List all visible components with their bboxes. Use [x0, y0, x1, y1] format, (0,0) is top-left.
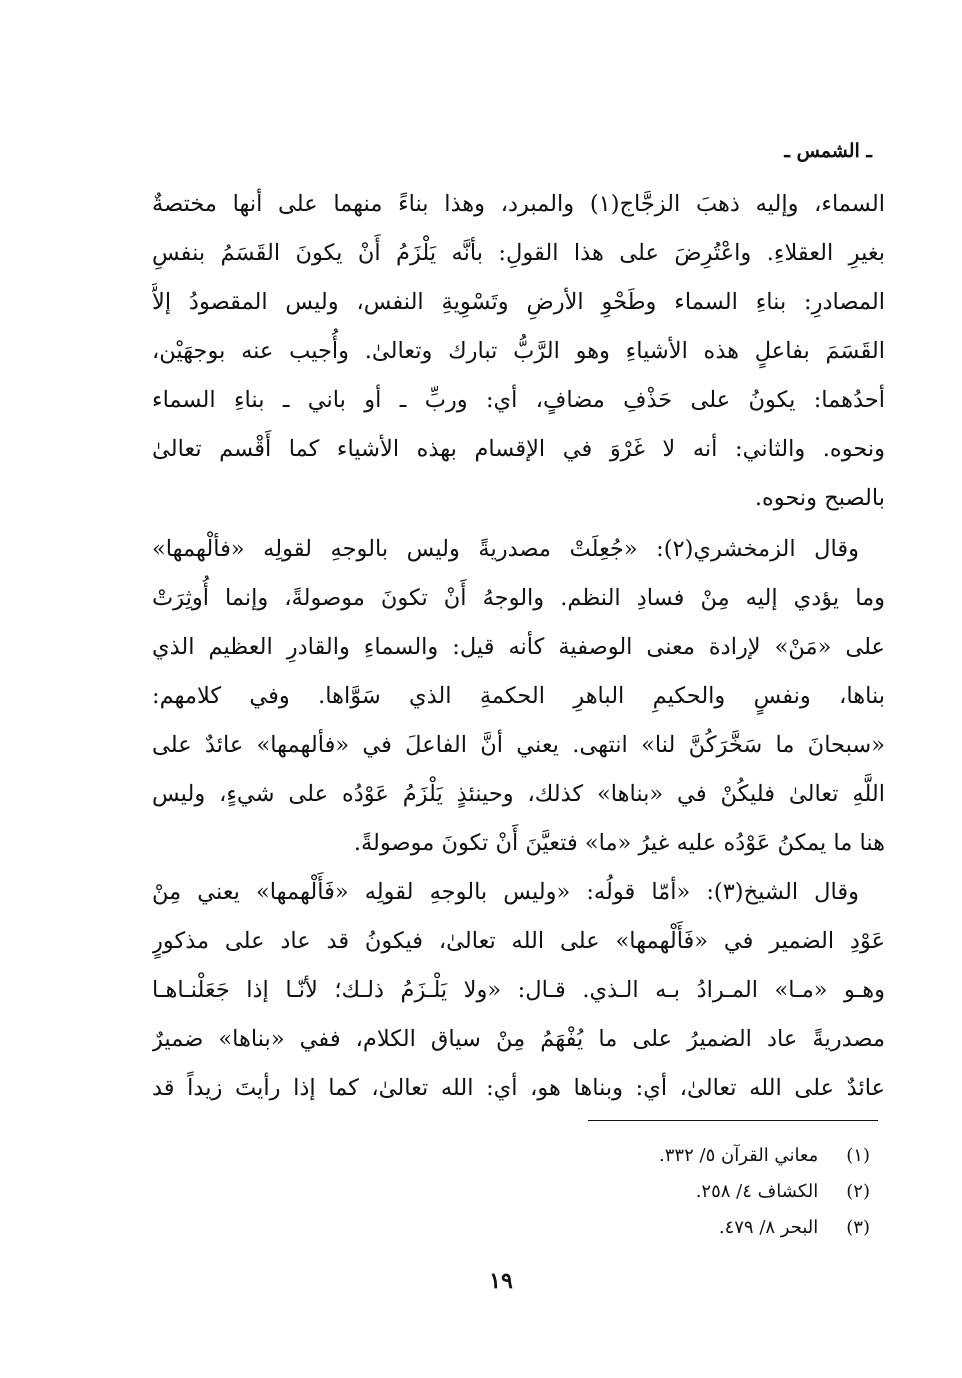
- text-line: «سبحانَ ما سَخَّرَكُنَّ لنا» انتهى. يعني أنَّ الفاعلَ في «فألهمها» عائدٌ على: [152, 732, 885, 758]
- footnote-text: الكشاف ٤/ ٢٥٨.: [695, 1181, 819, 1202]
- footnote-number: (٣): [846, 1217, 870, 1238]
- footnote-3: [659, 1210, 870, 1246]
- footnote-text: معاني القرآن ٥/ ٣٣٢.: [659, 1145, 819, 1166]
- text-line: هنا ما يمكنُ عَوْدُه عليه غيرُ «ما» فتعيَّنَ أَنْ تكونَ موصولةً.: [353, 830, 885, 856]
- page-number: ١٩: [489, 1268, 513, 1294]
- text-line: اللَّهِ تعالىٰ فليكُنْ في «بناها» كذلك، وحينئذٍ يَلْزَمُ عَوْدُه على شيءٍ، وليس: [152, 781, 885, 807]
- text-line: السماء، وإليه ذهبَ الزجَّاج(١) والمبرد، وهذا بناءً منهما على أنها مختصةٌ: [152, 191, 885, 217]
- text-line: بناها، ونفسٍ والحكيمِ الباهرِ الحكمةِ الذي سَوَّاها. وفي كلامهم:: [152, 683, 885, 709]
- footnote-separator: [588, 1120, 878, 1121]
- text-line: مصدريةً عاد الضميرُ على ما يُفْهَمُ مِنْ سياق الكلام، ففي «بناها» ضميرٌ: [152, 1026, 885, 1052]
- footnote-text: البحر ٨/ ٤٧٩.: [718, 1217, 819, 1238]
- text-line: بالصبح ونحوه.: [754, 485, 885, 511]
- footnotes: [659, 1138, 870, 1246]
- text-line: وهـو «مـا» المـرادُ بـه الـذي. قـال: «ولا يَلْـزَمُ ذلـك؛ لأنّـا إذا جَعَلْنـاهـا: [152, 977, 885, 1003]
- footnote-number: (١): [846, 1145, 870, 1166]
- text-line: وما يؤدي إليه مِنْ فسادِ النظم. والوجهُ أَنْ تكونَ موصولةً، وإنما أُوثِرَتْ: [152, 585, 885, 611]
- text-line: عَوْدِ الضمير في «فَأَلْهمها» على الله تعالىٰ، فيكونُ قد عاد على مذكورٍ: [152, 928, 885, 954]
- text-line: وقال الزمخشري(٢): «جُعِلَتْ مصدريةً وليس بالوجهِ لقولِه «فألْهمها»: [152, 536, 860, 562]
- text-line: عائدٌ على الله تعالىٰ، أي: وبناها هو، أي: الله تعالىٰ، كما إذا رأيتَ زيداً قد: [152, 1075, 885, 1101]
- text-line: ونحوه. والثاني: أنه لا غَرْوَ في الإقسام بهذه الأشياء كما أَقْسم تعالىٰ: [152, 436, 885, 462]
- paragraph-3: [152, 868, 885, 1113]
- text-line: بغيرِ العقلاءِ. واعْتُرِضَ على هذا القولِ: بأنَّه يَلْزَمُ أَنْ يكونَ القَسَمُ بنفسِ: [152, 240, 885, 266]
- text-line: المصادرِ: بناءِ السماء وطَحْوِ الأرضِ وتَسْوِيةِ النفس، وليس المقصودُ إلاَّ: [152, 289, 885, 315]
- text-line: أحدُهما: يكونُ على حَذْفِ مضافٍ، أي: وربِّ ـ أو باني ـ بناءِ السماء: [152, 387, 885, 413]
- paragraph-1: [152, 180, 885, 523]
- footnote-1: [659, 1138, 870, 1174]
- text-line: القَسَمَ بفاعلٍ هذه الأشياءِ وهو الرَّبُّ تبارك وتعالىٰ. وأُجيب عنه بوجهَيْن،: [152, 338, 885, 364]
- paragraph-2: [152, 525, 885, 868]
- text-line: على «مَنْ» لإرادة معنى الوصفية كأنه قيل: والسماءِ والقادرِ العظيم الذي: [152, 634, 885, 660]
- text-line: وقال الشيخ(٣): «أمّا قولُه: «وليس بالوجهِ لقولِه «فَأَلْهمها» يعني مِنْ: [152, 879, 859, 905]
- footnote-2: [659, 1174, 870, 1210]
- running-header: ـ الشمس ـ: [784, 140, 872, 162]
- footnote-number: (٢): [846, 1181, 870, 1202]
